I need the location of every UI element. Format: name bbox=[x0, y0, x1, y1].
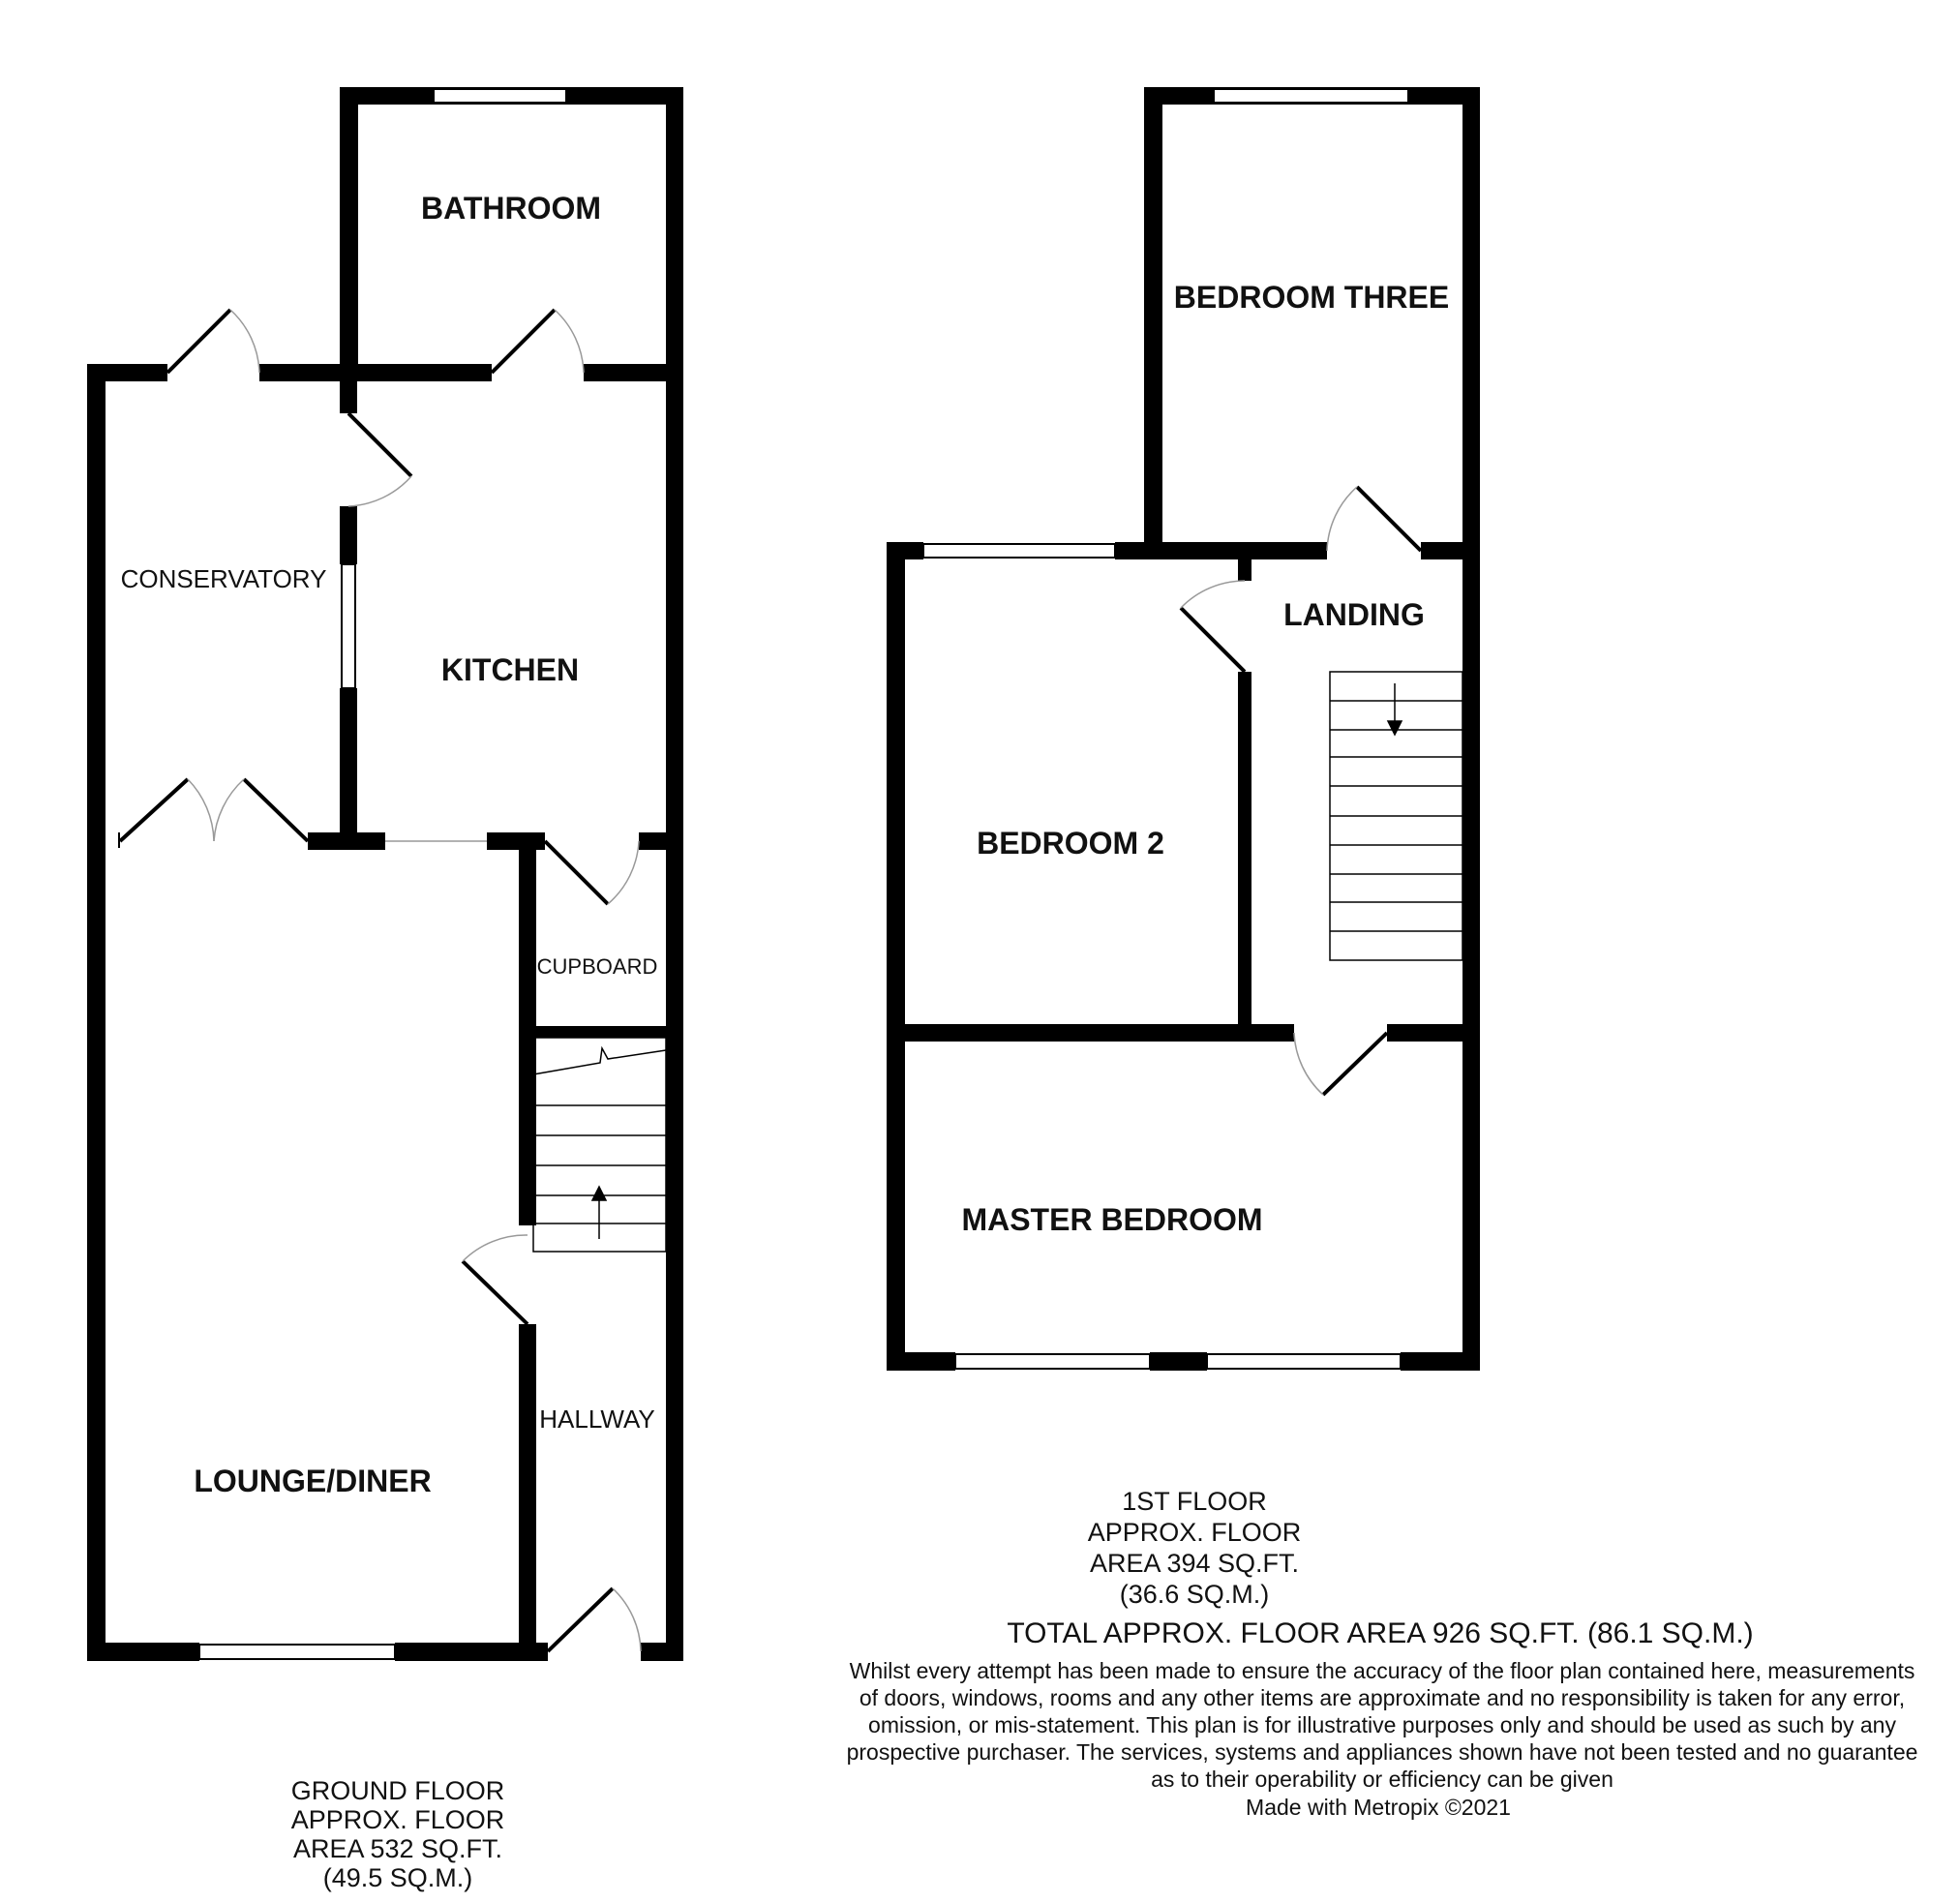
room-label-kitchen: KITCHEN bbox=[440, 652, 580, 687]
credit: Made with Metropix ©2021 bbox=[1246, 1795, 1511, 1820]
disclaimer-line: Whilst every attempt has been made to ensure the accuracy of the floor plan contained here, measurements bbox=[849, 1658, 1915, 1683]
total-floor-area: TOTAL APPROX. FLOOR AREA 926 SQ.FT. (86.1 SQ.M.) bbox=[1007, 1617, 1754, 1649]
disclaimer bbox=[847, 1658, 1918, 1792]
first-floor-area-line: APPROX. FLOOR bbox=[1087, 1518, 1302, 1547]
ground-floor-area-line: APPROX. FLOOR bbox=[290, 1805, 505, 1834]
first-floor-area-line: AREA 394 SQ.FT. bbox=[1089, 1549, 1300, 1578]
first-floor-area bbox=[1088, 1487, 1302, 1609]
ground-floor-windows bbox=[199, 89, 566, 1659]
disclaimer-line: prospective purchaser. The services, systems and appliances shown have not been tested and no guarantee bbox=[846, 1739, 1918, 1765]
room-label-bathroom: BATHROOM bbox=[420, 191, 602, 226]
room-label-hallway: HALLWAY bbox=[539, 1405, 655, 1434]
room-label-bedroom-2: BEDROOM 2 bbox=[977, 826, 1164, 861]
first-floor-doors bbox=[1181, 487, 1421, 1095]
ground-floor-area-line: GROUND FLOOR bbox=[290, 1776, 505, 1805]
ground-floor-doors bbox=[120, 310, 641, 1651]
ground-floor-stairs bbox=[533, 1038, 666, 1252]
room-label-lounge-diner: LOUNGE/DINER bbox=[194, 1464, 432, 1498]
ground-floor-area-line: (49.5 SQ.M.) bbox=[322, 1863, 473, 1892]
disclaimer-line: as to their operability or efficiency can be given bbox=[1151, 1767, 1613, 1792]
room-label-landing: LANDING bbox=[1283, 597, 1425, 632]
disclaimer-line: of doors, windows, rooms and any other items are approximate and no responsibility is taken for any error, bbox=[859, 1685, 1906, 1710]
first-floor-area-line: (36.6 SQ.M.) bbox=[1119, 1580, 1270, 1609]
ground-floor-area bbox=[291, 1776, 505, 1892]
first-floor-area-line: 1ST FLOOR bbox=[1122, 1487, 1267, 1516]
room-label-cupboard: CUPBOARD bbox=[536, 954, 658, 979]
room-label-master-bedroom: MASTER BEDROOM bbox=[961, 1202, 1263, 1237]
ground-floor-area-line: AREA 532 SQ.FT. bbox=[292, 1834, 503, 1863]
room-label-conservatory: CONSERVATORY bbox=[120, 564, 327, 593]
room-label-bedroom-three: BEDROOM THREE bbox=[1173, 280, 1450, 315]
first-floor-stairs bbox=[1330, 672, 1462, 960]
disclaimer-line: omission, or mis-statement. This plan is for illustrative purposes only and should be used as such by any bbox=[868, 1712, 1896, 1737]
